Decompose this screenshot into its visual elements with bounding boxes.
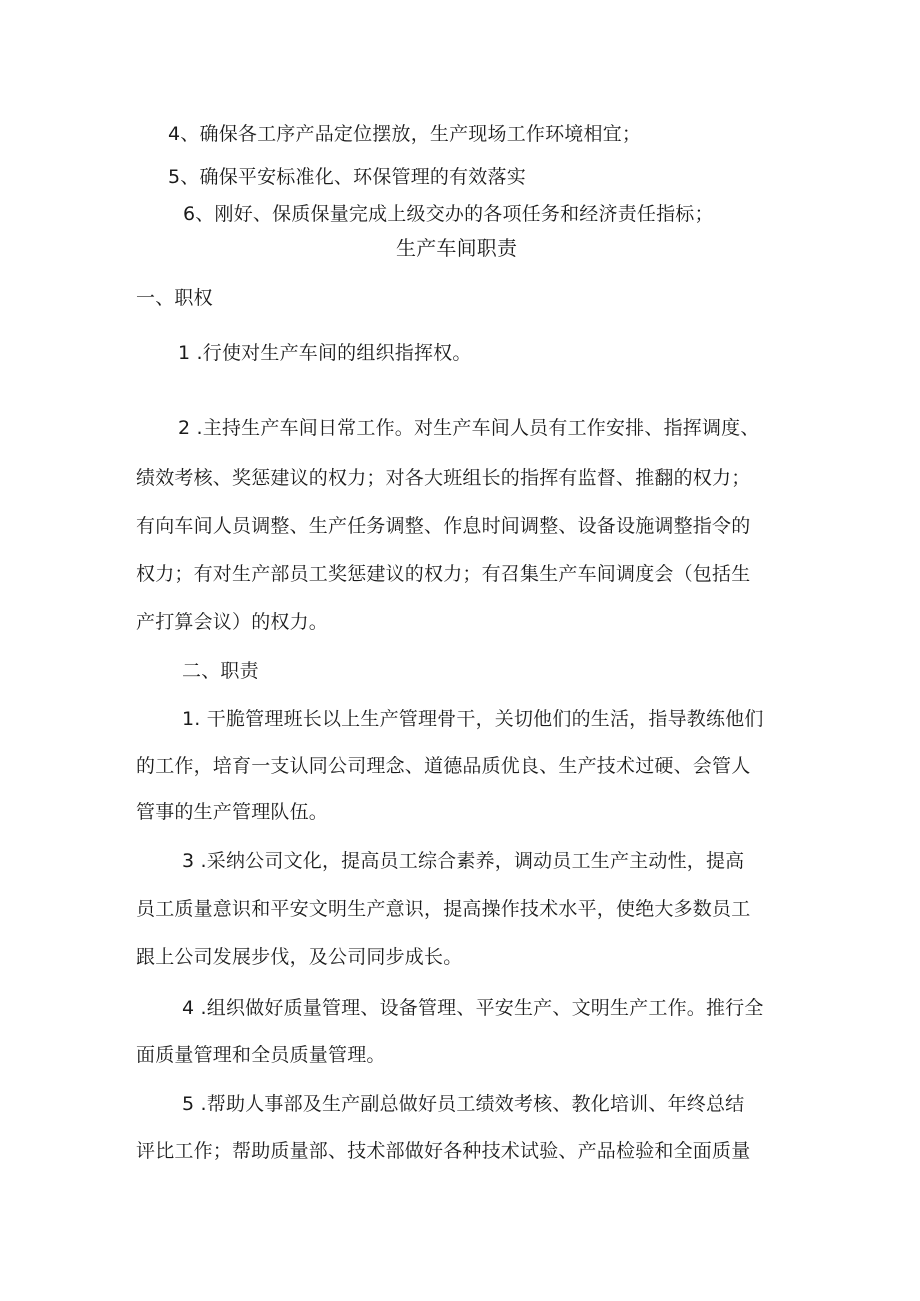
- section1-item-1: 1 .行使对生产车间的组织指挥权。: [178, 342, 472, 364]
- section2-heading: 二、职责: [182, 660, 259, 682]
- intro-item-5: 5、确保平安标准化、环保管理的有效落实: [168, 166, 526, 188]
- section2-item-3-line-3: 跟上公司发展步伐，及公司同步成长。: [136, 946, 463, 968]
- intro-item-6: 6、刚好、保质保量完成上级交办的各项任务和经济责任指标；: [183, 203, 714, 225]
- section2-item-3-line-2: 员工质量意识和平安文明生产意识，提高操作技术水平，使绝大多数员工: [136, 898, 751, 920]
- section1-item-2-line-2: 绩效考核、奖惩建议的权力；对各大班组长的指挥有监督、推翻的权力；: [136, 467, 751, 489]
- section1-item-2-line-1: 2 .主持生产车间日常工作。对生产车间人员有工作安排、指挥调度、: [178, 417, 760, 439]
- section1-item-2-line-3: 有向车间人员调整、生产任务调整、作息时间调整、设备设施调整指令的: [136, 515, 751, 537]
- section1-item-2-line-5: 产打算会议）的权力。: [136, 611, 329, 633]
- section1-heading: 一、职权: [136, 287, 213, 309]
- section2-item-4-line-2: 面质量管理和全员质量管理。: [136, 1044, 386, 1066]
- section1-item-2-line-4: 权力；有对生产部员工奖惩建议的权力；有召集生产车间调度会（包括生: [136, 563, 751, 585]
- section2-item-3-line-1: 3 .采纳公司文化，提高员工综合素养，调动员工生产主动性，提高: [182, 850, 745, 872]
- section2-item-4-line-1: 4 .组织做好质量管理、设备管理、平安生产、文明生产工作。推行全: [182, 997, 764, 1019]
- section2-item-1-line-1: 1. 干脆管理班长以上生产管理骨干，关切他们的生活，指导教练他们: [182, 708, 764, 730]
- section2-item-5-line-2: 评比工作；帮助质量部、技术部做好各种技术试验、产品检验和全面质量: [136, 1140, 751, 1162]
- section2-item-5-line-1: 5 .帮助人事部及生产副总做好员工绩效考核、教化培训、年终总结: [182, 1093, 745, 1115]
- page-title: 生产车间职责: [396, 236, 518, 260]
- section2-item-1-line-2: 的工作，培育一支认同公司理念、道德品质优良、生产技术过硬、会管人: [136, 755, 751, 777]
- intro-item-4: 4、确保各工序产品定位摆放，生产现场工作环境相宜；: [168, 123, 642, 145]
- section2-item-1-line-3: 管事的生产管理队伍。: [136, 801, 329, 823]
